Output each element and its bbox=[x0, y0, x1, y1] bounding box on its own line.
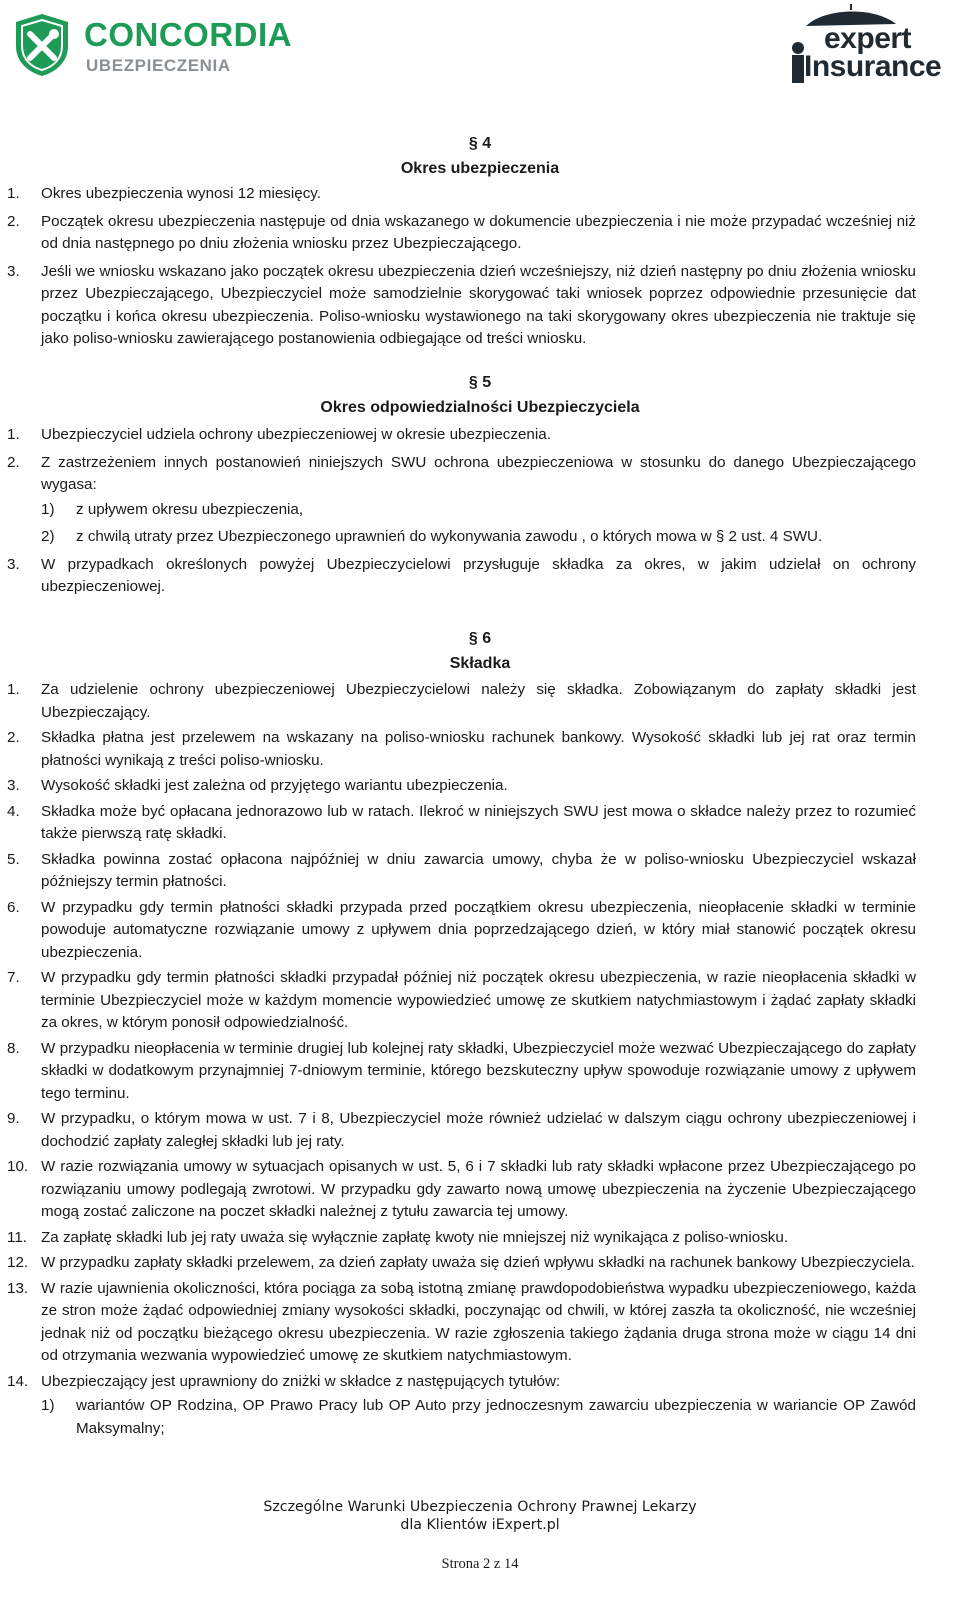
list-item bbox=[0, 849, 916, 894]
section-5-heading bbox=[0, 370, 960, 420]
item-number: 8. bbox=[7, 1039, 20, 1057]
item-number: 11. bbox=[7, 1228, 27, 1246]
item-text: Ubezpieczający jest uprawniony do zniżki w składce z następujących tytułów: bbox=[41, 1372, 561, 1390]
item-number: 1. bbox=[7, 681, 20, 698]
item-number: 1. bbox=[7, 185, 20, 202]
list-item bbox=[0, 1278, 916, 1368]
item-number: 7. bbox=[7, 969, 20, 986]
section-5-title: Okres odpowiedzialności Ubezpieczyciela bbox=[320, 399, 640, 416]
item-text: W razie rozwiązania umowy w sytuacjach opisanych w ust. 5, 6 i 7 składki lub raty składki wpłacone przez Ubezpieczającego po rozwiązaniu umowy podlegają zwrotowi. W przypadku gdy zawarto nową umowę ubezpieczenia na życzenie Ubezpieczającego mogą zostać zaliczone na poczet składki należnej z tytułu zawarcia tej umowy. bbox=[41, 1158, 916, 1220]
list-item bbox=[0, 1108, 916, 1153]
page-number: Strona 2 z 14 bbox=[441, 1556, 519, 1572]
item-number: 5. bbox=[7, 850, 20, 868]
list-item bbox=[0, 1038, 916, 1106]
sub-list bbox=[41, 1395, 916, 1440]
list-item bbox=[0, 1156, 916, 1224]
item-number: 3. bbox=[7, 262, 20, 280]
item-text: W przypadku nieopłacenia w terminie drugiej lub kolejnej raty składki, Ubezpieczyciel może wezwać Ubezpieczającego do zapłaty składki w dodatkowym przynajmniej 7-dniowym terminie, którego bezskuteczny upływ spowoduje rozwiązanie umowy z upływem tego terminu. bbox=[41, 1039, 916, 1102]
item-text: Składka powinna zostać opłacona najpóźniej w dniu zawarcia umowy, chyba że w poliso-wniosku Ubezpieczyciel wskazał późniejszy termin płatności. bbox=[41, 850, 916, 890]
list-item bbox=[0, 452, 916, 549]
item-number: 13. bbox=[7, 1279, 29, 1297]
list-item bbox=[0, 967, 916, 1035]
item-text: W przypadku zapłaty składki przelewem, za dzień zapłaty uważa się dzień wpływu składki na rachunek bankowy Ubezpieczyciela. bbox=[41, 1254, 915, 1271]
section-6-heading bbox=[0, 626, 960, 676]
footer-title: Szczególne Warunki Ubezpieczenia Ochrony Prawnej Lekarzy bbox=[263, 1499, 697, 1515]
list-item bbox=[0, 1371, 916, 1441]
item-text: W razie ujawnienia okoliczności, która pociąga za sobą istotną zmianę prawdopodobieństwa wypadku ubezpieczeniowego, każda ze stron może żądać odpowiedniej zmiany wysokości składki, poczynając od chwili, w której zaszła ta okoliczność, nie wcześniej jednak niż od początku bieżącego okresu ubezpieczenia. W razie zgłoszenia takiego żądania druga strona może w ciągu 14 dni od otrzymania wezwania wypowiedzieć umowę ze skutkiem natychmiastowym. bbox=[41, 1279, 916, 1364]
item-number: 14. bbox=[7, 1372, 29, 1390]
item-number: 2. bbox=[7, 212, 20, 230]
list-item bbox=[0, 679, 916, 724]
list-item bbox=[0, 801, 916, 846]
section-4-number: § 4 bbox=[468, 135, 492, 152]
item-text: W przypadkach określonych powyżej Ubezpieczycielowi przysługuje składka za okres, w jakim udzielał on ochrony ubezpieczeniowej. bbox=[41, 555, 916, 595]
section-4-heading bbox=[0, 131, 960, 181]
item-number: 9. bbox=[7, 1110, 20, 1127]
item-text: Za udzielenie ochrony ubezpieczeniowej Ubezpieczycielowi należy się składka. Zobowiązanym do zapłaty składki jest Ubezpieczający. bbox=[41, 681, 916, 721]
concordia-shield-icon bbox=[12, 12, 72, 78]
sub-list-item bbox=[41, 499, 916, 522]
list-item bbox=[0, 424, 916, 447]
concordia-logo bbox=[12, 12, 292, 78]
page-footer bbox=[0, 1498, 960, 1534]
item-number: 4. bbox=[7, 802, 20, 820]
concordia-brand: CONCORDIA bbox=[84, 16, 292, 53]
item-number: 12. bbox=[7, 1254, 29, 1271]
insurance-text: Insurance bbox=[804, 50, 942, 83]
item-text: Za zapłatę składki lub jej raty uważa się wyłącznie zapłatę kwoty nie mniejszej niż wynikająca z poliso-wniosku. bbox=[41, 1228, 789, 1246]
sub-item-number: 2) bbox=[41, 528, 55, 545]
concordia-subtitle: UBEZPIECZENIA bbox=[86, 56, 231, 75]
expert-text: expert bbox=[824, 22, 912, 55]
item-text: Składka może być opłacana jednorazowo lub w ratach. Ilekroć w niniejszych SWU jest mowa o składce należy przez to rozumieć także pierwszą ratę składki. bbox=[41, 802, 916, 842]
list-item bbox=[0, 261, 916, 351]
item-number: 10. bbox=[7, 1158, 29, 1175]
sub-list bbox=[41, 499, 916, 549]
list-item bbox=[0, 554, 916, 599]
sub-item-text: z upływem okresu ubezpieczenia, bbox=[76, 500, 304, 518]
list-item bbox=[0, 183, 916, 206]
section-4-list bbox=[0, 183, 960, 356]
list-item bbox=[0, 897, 916, 965]
sub-list-item bbox=[41, 526, 916, 549]
section-6-number: § 6 bbox=[468, 630, 492, 647]
item-text: Składka płatna jest przelewem na wskazany na poliso-wniosku rachunek bankowy. Wysokość składki lub jej rat oraz termin płatności wynikają z treści poliso-wniosku. bbox=[41, 729, 916, 769]
item-number: 2. bbox=[7, 729, 20, 746]
sub-item-number: 1) bbox=[41, 500, 55, 518]
item-text: Z zastrzeżeniem innych postanowień niniejszych SWU ochrona ubezpieczeniowa w stosunku do danego Ubezpieczającego wygasa: bbox=[41, 453, 916, 493]
section-5-number: § 5 bbox=[468, 374, 492, 391]
item-text: Ubezpieczyciel udziela ochrony ubezpieczeniowej w okresie ubezpieczenia. bbox=[41, 426, 551, 443]
list-item bbox=[0, 727, 916, 772]
footer-subtitle: dla Klientów iExpert.pl bbox=[400, 1517, 560, 1533]
sub-item-text: wariantów OP Rodzina, OP Prawo Pracy lub OP Auto przy jednoczesnym zawarciu ubezpieczenia w wariancie OP Zawód Maksymalny; bbox=[76, 1397, 916, 1437]
section-5-list bbox=[0, 424, 960, 604]
item-text: W przypadku gdy termin płatności składki przypada przed początkiem okresu ubezpieczenia, nieopłacenie składki w terminie powoduje automatyczne rozwiązanie umowy z upływem dnia poprzedzającego dzień, w który miał stanowić początek okresu ubezpieczenia. bbox=[41, 898, 916, 961]
item-text: Okres ubezpieczenia wynosi 12 miesięcy. bbox=[41, 185, 321, 202]
sub-list-item bbox=[41, 1395, 916, 1440]
list-item bbox=[0, 775, 916, 798]
expert-insurance-logo bbox=[784, 4, 944, 88]
sub-item-text: z chwilą utraty przez Ubezpieczonego uprawnień do wykonywania zawodu , o których mowa w § 2 ust. 4 SWU. bbox=[76, 528, 823, 545]
item-number: 3. bbox=[7, 555, 20, 573]
section-6-title: Składka bbox=[449, 655, 511, 672]
list-item bbox=[0, 1252, 916, 1275]
item-number: 3. bbox=[7, 777, 20, 794]
list-item bbox=[0, 1227, 916, 1250]
item-text: Początek okresu ubezpieczenia następuje od dnia wskazanego w dokumencie ubezpieczenia i nie może przypadać wcześniej niż od dnia następnego po dniu złożenia wniosku przez Ubezpieczającego. bbox=[41, 212, 916, 252]
section-6-list bbox=[0, 679, 960, 1445]
item-number: 6. bbox=[7, 898, 20, 916]
item-text: Wysokość składki jest zależna od przyjętego wariantu ubezpieczenia. bbox=[41, 777, 508, 794]
item-number: 1. bbox=[7, 426, 20, 443]
list-item bbox=[0, 211, 916, 256]
section-4-title: Okres ubezpieczenia bbox=[400, 160, 560, 177]
item-number: 2. bbox=[7, 453, 20, 471]
sub-item-number: 1) bbox=[41, 1397, 55, 1414]
item-text: Jeśli we wniosku wskazano jako początek okresu ubezpieczenia dzień wcześniejszy, niż dzień następny po dniu złożenia wniosku przez Ubezpieczającego, Ubezpieczyciel może samodzielnie skorygować taki wniosek poprzez odpowiednie przesunięcie dat początku i końca okresu ubezpieczenia. Poliso-wniosku wystawionego na taki skorygowany okres ubezpieczenia nie traktuje się jako poliso-wniosku zawierającego postanowienia odbiegające od treści wniosku. bbox=[41, 262, 916, 347]
item-text: W przypadku gdy termin płatności składki przypadał później niż początek okresu ubezpieczenia, w razie nieopłacenia składki w terminie Ubezpieczyciel może w każdym momencie wypowiedzieć umowę ze skutkiem natychmiastowym i żądać zapłaty składki za okres, w którym ponosił odpowiedzialność. bbox=[41, 969, 916, 1031]
item-text: W przypadku, o którym mowa w ust. 7 i 8, Ubezpieczyciel może również udzielać w dalszym ciągu ochrony ubezpieczeniowej i dochodzić zapłaty zaległej składki lub jej raty. bbox=[41, 1110, 916, 1150]
